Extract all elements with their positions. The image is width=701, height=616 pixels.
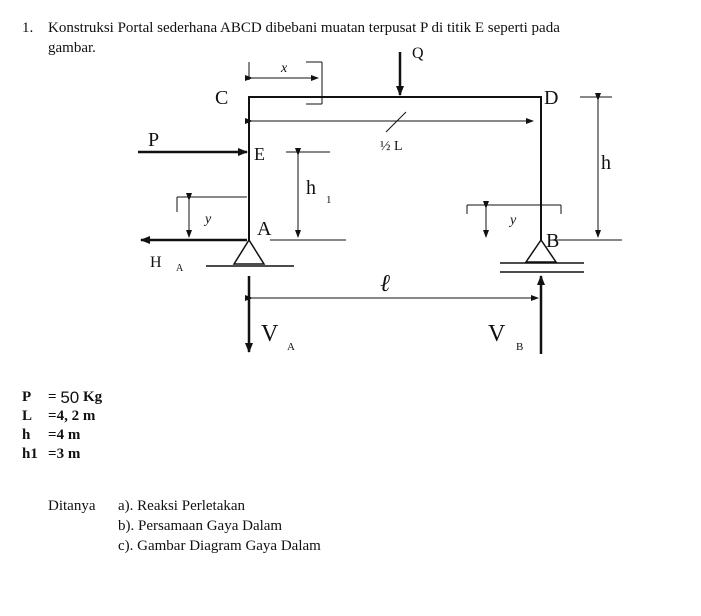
asked-lead: Ditanya bbox=[48, 498, 96, 514]
dimension-h bbox=[552, 97, 622, 240]
label-x: x bbox=[281, 61, 288, 76]
label-ell: ℓ bbox=[380, 271, 390, 297]
label-c: C bbox=[215, 87, 229, 109]
label-vb: V bbox=[488, 321, 506, 347]
label-va: V bbox=[261, 321, 279, 347]
label-y-left: y bbox=[205, 212, 212, 227]
label-va-sub: A bbox=[287, 341, 295, 353]
label-ha: H bbox=[150, 254, 162, 271]
frame-members bbox=[249, 96, 541, 240]
support-a-pin bbox=[206, 240, 294, 266]
label-h: h bbox=[601, 152, 611, 174]
question-text-line2: gambar. bbox=[48, 40, 96, 56]
label-e: E bbox=[254, 144, 265, 164]
label-d: D bbox=[544, 87, 559, 109]
label-y-right: y bbox=[510, 213, 517, 228]
question-text-line1: Konstruksi Portal sederhana ABCD dibebani muatan terpusat P di titik E seperti pada bbox=[48, 20, 560, 36]
label-p: P bbox=[148, 129, 160, 151]
given-h: h = 4 m bbox=[22, 427, 81, 443]
label-h1: h bbox=[306, 177, 316, 199]
asked-item-c: c). Gambar Diagram Gaya Dalam bbox=[118, 538, 321, 554]
given-h1: h1 = 3 m bbox=[22, 446, 81, 462]
label-h1-sub: 1 bbox=[326, 194, 332, 206]
dimension-y-left bbox=[177, 197, 247, 237]
support-b-roller bbox=[500, 240, 584, 272]
given-values bbox=[22, 388, 102, 464]
question-number: 1. bbox=[22, 20, 34, 36]
label-a: A bbox=[257, 218, 272, 240]
asked-item-a: a). Reaksi Perletakan bbox=[118, 498, 246, 514]
label-half-l: ½ L bbox=[380, 139, 403, 154]
asked-section bbox=[48, 496, 321, 556]
asked-item-b: b). Persamaan Gaya Dalam bbox=[118, 518, 283, 534]
label-b: B bbox=[546, 230, 560, 252]
given-p: P = 50 Kg bbox=[22, 388, 103, 407]
label-ha-sub: A bbox=[176, 263, 184, 274]
label-vb-sub: B bbox=[516, 341, 524, 353]
given-l: L = 4, 2 m bbox=[22, 408, 96, 424]
label-q: Q bbox=[412, 45, 424, 62]
